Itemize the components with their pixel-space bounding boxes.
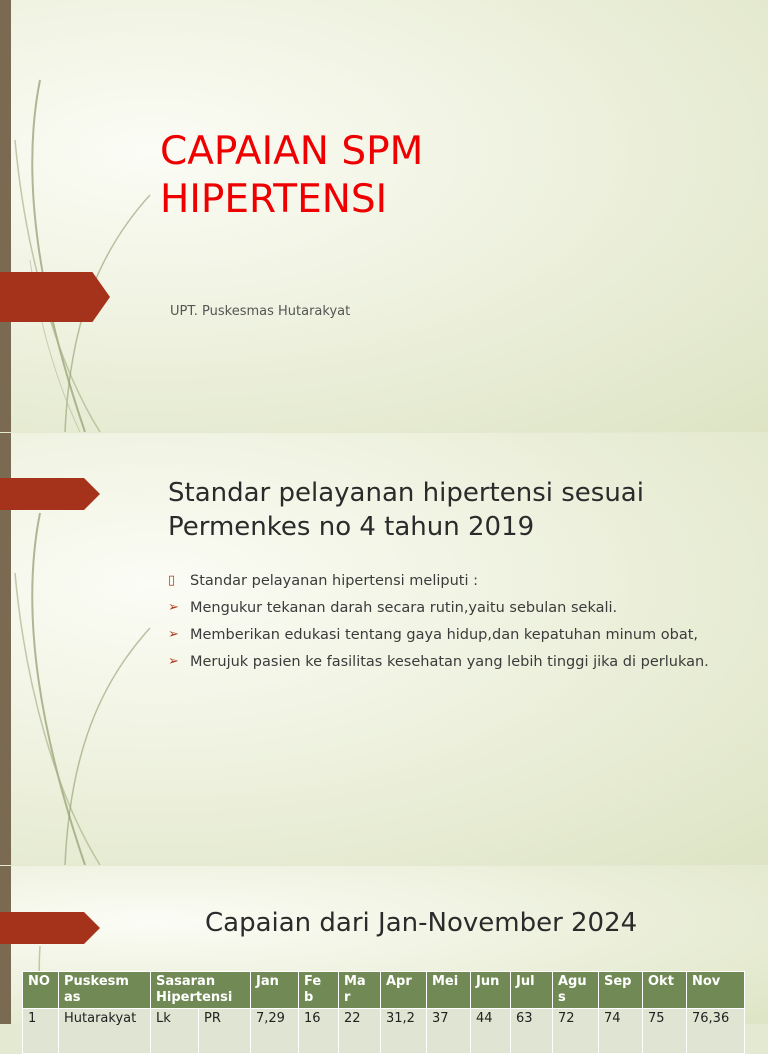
col-header-jan: Jan — [251, 972, 299, 1009]
bullet-text: Merujuk pasien ke fasilitas kesehatan yang lebih tinggi jika di perlukan. — [190, 654, 709, 670]
presentation-subtitle: UPT. Puskesmas Hutarakyat — [170, 304, 351, 319]
cell-okt: 75 — [643, 1009, 687, 1054]
slide-heading — [168, 476, 748, 544]
bullet-item — [168, 571, 728, 591]
title-line-2: HIPERTENSI — [160, 177, 388, 222]
col-header-puskesmas: Puskesm as — [59, 972, 151, 1009]
bullet-item — [168, 598, 728, 618]
bullet-box-icon: ▯ — [168, 573, 176, 588]
cell-nov: 76,36 — [687, 1009, 745, 1054]
arrow-bullet-icon: ➢ — [168, 654, 179, 669]
title-line-1: CAPAIAN SPM — [160, 129, 424, 174]
table-row — [23, 1009, 745, 1054]
cell-no: 1 — [23, 1009, 59, 1054]
heading-line-2: Permenkes no 4 tahun 2019 — [168, 512, 535, 542]
cell-mar: 22 — [339, 1009, 381, 1054]
bullet-text: Memberikan edukasi tentang gaya hidup,dan kepatuhan minum obat, — [190, 627, 699, 643]
achievement-table — [22, 971, 745, 1054]
heading-line-1: Standar pelayanan hipertensi sesuai — [168, 478, 644, 508]
col-header-apr: Apr — [381, 972, 427, 1009]
cell-sep: 74 — [599, 1009, 643, 1054]
cell-feb: 16 — [299, 1009, 339, 1054]
cell-jun: 44 — [471, 1009, 511, 1054]
col-header-mei: Mei — [427, 972, 471, 1009]
col-header-mar: Ma r — [339, 972, 381, 1009]
bullet-list — [168, 571, 728, 679]
accent-arrow-tab — [0, 912, 100, 944]
cell-sasaran-pr: PR — [199, 1009, 251, 1054]
col-header-sasaran: Sasaran Hipertensi — [151, 972, 251, 1009]
bullet-text: Standar pelayanan hipertensi meliputi : — [190, 573, 479, 589]
bullet-item — [168, 652, 728, 672]
swoosh-decoration — [0, 0, 160, 432]
col-header-no: NO — [23, 972, 59, 1009]
cell-jan: 7,29 — [251, 1009, 299, 1054]
accent-arrow-tab — [0, 478, 100, 510]
bullet-item — [168, 625, 728, 645]
arrow-bullet-icon: ➢ — [168, 600, 179, 615]
cell-agus: 72 — [553, 1009, 599, 1054]
bullet-text: Mengukur tekanan darah secara rutin,yaitu sebulan sekali. — [190, 600, 618, 616]
col-header-jul: Jul — [511, 972, 553, 1009]
col-header-jun: Jun — [471, 972, 511, 1009]
slide-title — [0, 0, 768, 432]
cell-puskesmas: Hutarakyat — [59, 1009, 151, 1054]
cell-apr: 31,2 — [381, 1009, 427, 1054]
cell-sasaran-lk: Lk — [151, 1009, 199, 1054]
cell-jul: 63 — [511, 1009, 553, 1054]
col-header-feb: Fe b — [299, 972, 339, 1009]
col-header-nov: Nov — [687, 972, 745, 1009]
presentation-title — [160, 128, 720, 224]
col-header-agus: Agu s — [553, 972, 599, 1009]
table-header-row — [23, 972, 745, 1009]
accent-arrow-tab — [0, 272, 110, 322]
cell-mei: 37 — [427, 1009, 471, 1054]
col-header-sep: Sep — [599, 972, 643, 1009]
col-header-okt: Okt — [643, 972, 687, 1009]
arrow-bullet-icon: ➢ — [168, 627, 179, 642]
slide-heading: Capaian dari Jan-November 2024 — [205, 908, 638, 938]
